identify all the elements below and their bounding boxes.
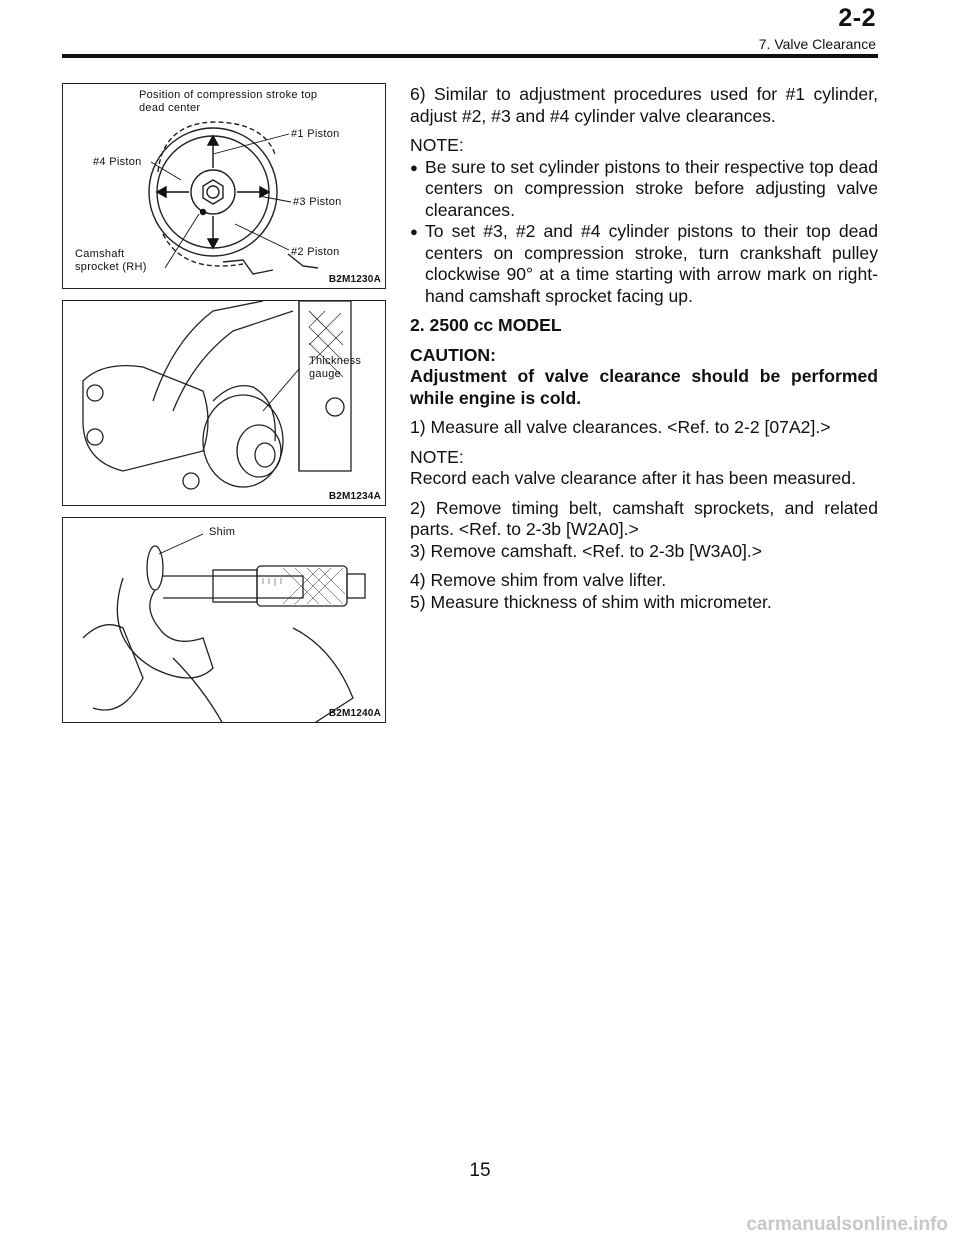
step-4: 4) Remove shim from valve lifter. [410, 570, 667, 590]
note-label: NOTE: [410, 135, 464, 155]
figure-title-label: Position of compression stroke top dead center [139, 89, 318, 114]
note-bullet-text: To set #3, #2 and #4 cylinder pistons to their top dead centers on compression stroke, turn crankshaft pulley clockwise 90° at a time starting with arrow mark on right-hand camshaft sprocket facing up. [425, 221, 878, 306]
note-bullet-text: Be sure to set cylinder pistons to their respective top dead centers on compression stroke before adjusting valve clearances. [425, 156, 878, 220]
bullet-icon: ● [410, 224, 418, 239]
step-2: 2) Remove timing belt, camshaft sprockets, and related parts. <Ref. to 2-3b [W2A0].> [410, 497, 878, 539]
micrometer-illustration [63, 518, 386, 723]
section-heading: 2. 2500 cc MODEL [410, 315, 562, 335]
piston3-label: #3 Piston [293, 196, 342, 208]
thickness-gauge-illustration [63, 301, 386, 506]
step-6: 6) Similar to adjustment procedures used for #1 cylinder, adjust #2, #3 and #4 cylinder valve clearances. [410, 84, 878, 126]
procedure-text [410, 84, 878, 621]
sprocket-label: Camshaft sprocket (RH) [75, 248, 147, 273]
figure-code: B2M1230A [328, 274, 381, 285]
piston4-label: #4 Piston [93, 156, 142, 168]
bullet-icon: ● [410, 159, 418, 175]
note-text: Record each valve clearance after it has been measured. [410, 468, 856, 488]
figure-code: B2M1234A [328, 491, 381, 502]
caution-text: Adjustment of valve clearance should be performed while engine is cold. [410, 366, 878, 408]
piston2-label: #2 Piston [291, 246, 340, 258]
shim-label: Shim [209, 526, 236, 538]
figure-piston-positions [62, 83, 386, 289]
note-label: NOTE: [410, 446, 464, 467]
figure-thickness-gauge [62, 300, 386, 506]
note-bullet [410, 157, 878, 222]
step-3: 3) Remove camshaft. <Ref. to 2-3b [W3A0].> [410, 540, 763, 561]
thickness-gauge-label: Thickness gauge [309, 355, 362, 380]
step-1: 1) Measure all valve clearances. <Ref. to 2-2 [07A2].> [410, 417, 831, 437]
section-code: 2-2 [838, 4, 876, 32]
section-title: 7. Valve Clearance [758, 36, 876, 52]
figure-micrometer [62, 517, 386, 723]
header-rule [62, 54, 878, 58]
page-number: 15 [469, 1160, 491, 1181]
figure-code: B2M1240A [328, 708, 381, 719]
step-5: 5) Measure thickness of shim with micrometer. [410, 591, 772, 612]
note-bullet [410, 221, 878, 307]
watermark: carmanualsonline.info [746, 1214, 948, 1235]
piston1-label: #1 Piston [291, 128, 340, 140]
caution-label: CAUTION: [410, 344, 497, 365]
